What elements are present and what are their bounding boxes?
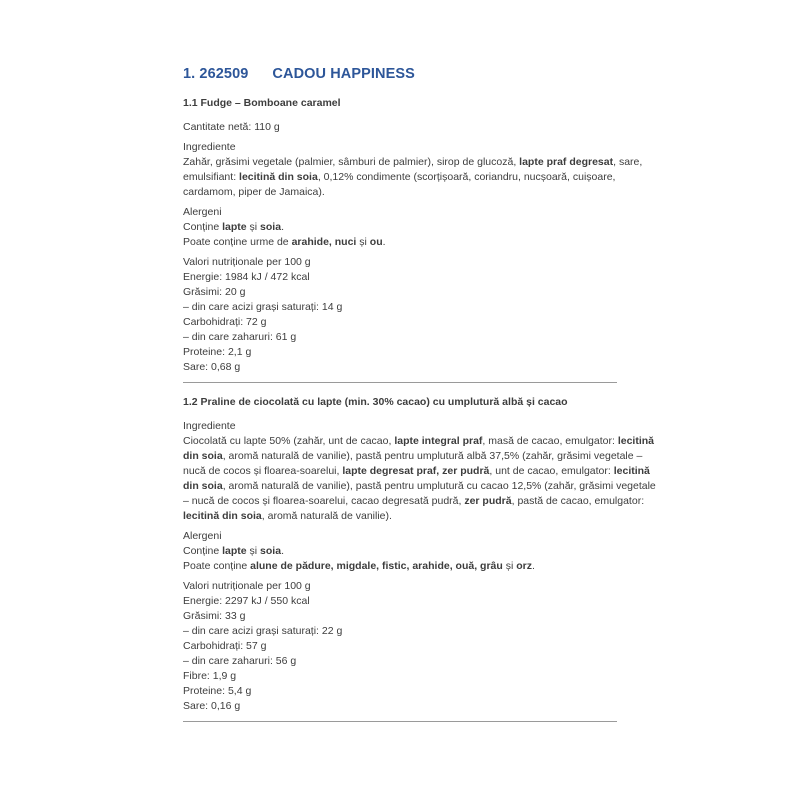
nutrition-line: Carbohidrați: 72 g <box>183 316 267 328</box>
nutrition-line: Sare: 0,68 g <box>183 361 241 373</box>
ingredients-block <box>183 140 643 200</box>
document-name: CADOU HAPPINESS <box>272 66 415 82</box>
ingredients-block <box>183 419 656 524</box>
ingredients-line: lecitină din soia, aromă naturală de vanilie). <box>183 510 392 522</box>
nutrition-line: Grăsimi: 33 g <box>183 610 246 622</box>
nutrition-title: Valori nutriționale per 100 g <box>183 256 311 268</box>
allergens-line: Conține lapte și soia. <box>183 545 284 557</box>
section-heading: 1.2 Praline de ciocolată cu lapte (min. 30% cacao) cu umplutură albă și cacao <box>183 396 568 408</box>
allergens-block <box>183 205 617 250</box>
net-quantity <box>183 120 617 135</box>
ingredients-line: emulsifiant: lecitină din soia, 0,12% condimente (scorțișoară, coriandru, nucșoară, cuișoare, <box>183 171 616 183</box>
nutrition-line: Proteine: 2,1 g <box>183 346 252 358</box>
nutrition-line: – din care acizi grași saturați: 22 g <box>183 625 343 637</box>
ingredients-line: – nucă de cocos și floarea-soarelui, cacao degresată pudră, zer pudră, pastă de cacao, emulgator: <box>183 495 645 507</box>
allergens-line: Conține lapte și soia. <box>183 221 284 233</box>
net-quantity-text: Cantitate netă: 110 g <box>183 121 280 133</box>
nutrition-block <box>183 255 617 375</box>
document-title <box>183 66 617 83</box>
ingredients-label: Ingrediente <box>183 420 236 432</box>
nutrition-title: Valori nutriționale per 100 g <box>183 580 311 592</box>
allergens-text <box>183 220 617 250</box>
nutrition-block <box>183 579 617 714</box>
allergens-block <box>183 529 617 574</box>
nutrition-line: Energie: 1984 kJ / 472 kcal <box>183 271 310 283</box>
nutrition-line: Sare: 0,16 g <box>183 700 241 712</box>
product-section-fudge <box>183 96 643 375</box>
nutrition-line: – din care zaharuri: 61 g <box>183 331 297 343</box>
ingredients-text <box>183 155 643 200</box>
allergens-text <box>183 544 617 574</box>
product-spec-document <box>183 0 656 722</box>
nutrition-values <box>183 270 617 375</box>
ingredients-line: din soia, aromă naturală de vanilie), pastă pentru umplutură albă 37,5% (zahăr, grăsimi vegetale – <box>183 450 643 462</box>
nutrition-values <box>183 594 617 714</box>
allergens-line: Poate conține alune de pădure, migdale, fistic, arahide, ouă, grâu și orz. <box>183 560 535 572</box>
nutrition-line: – din care zaharuri: 56 g <box>183 655 297 667</box>
ingredients-line: Ciocolată cu lapte 50% (zahăr, unt de cacao, lapte integral praf, masă de cacao, emulgator: lecitină <box>183 435 655 447</box>
allergens-label: Alergeni <box>183 206 222 218</box>
ingredients-line: nucă de cocos și floarea-soarelui, lapte degresat praf, zer pudră, unt de cacao, emulgator: lecitină <box>183 465 650 477</box>
nutrition-line: Fibre: 1,9 g <box>183 670 237 682</box>
document-number: 1. 262509 <box>183 66 249 82</box>
ingredients-line: Zahăr, grăsimi vegetale (palmier, sâmburi de palmier), sirop de glucoză, lapte praf degresat, sare, <box>183 156 643 168</box>
section-heading: 1.1 Fudge – Bomboane caramel <box>183 97 341 109</box>
nutrition-line: Proteine: 5,4 g <box>183 685 252 697</box>
allergens-label: Alergeni <box>183 530 222 542</box>
nutrition-line: Carbohidrați: 57 g <box>183 640 267 652</box>
ingredients-line: cardamom, piper de Jamaica). <box>183 186 325 198</box>
ingredients-label: Ingrediente <box>183 141 236 153</box>
section-divider <box>183 721 617 722</box>
nutrition-line: Grăsimi: 20 g <box>183 286 246 298</box>
nutrition-line: Energie: 2297 kJ / 550 kcal <box>183 595 310 607</box>
section-divider <box>183 382 617 383</box>
ingredients-text <box>183 434 656 524</box>
nutrition-line: – din care acizi grași saturați: 14 g <box>183 301 343 313</box>
ingredients-line: din soia, aromă naturală de vanilie), pastă pentru umplutură cu cacao 12,5% (zahăr, grăsimi vegetale <box>183 480 656 492</box>
allergens-line: Poate conține urme de arahide, nuci și ou. <box>183 236 386 248</box>
product-section-praline <box>183 395 656 714</box>
